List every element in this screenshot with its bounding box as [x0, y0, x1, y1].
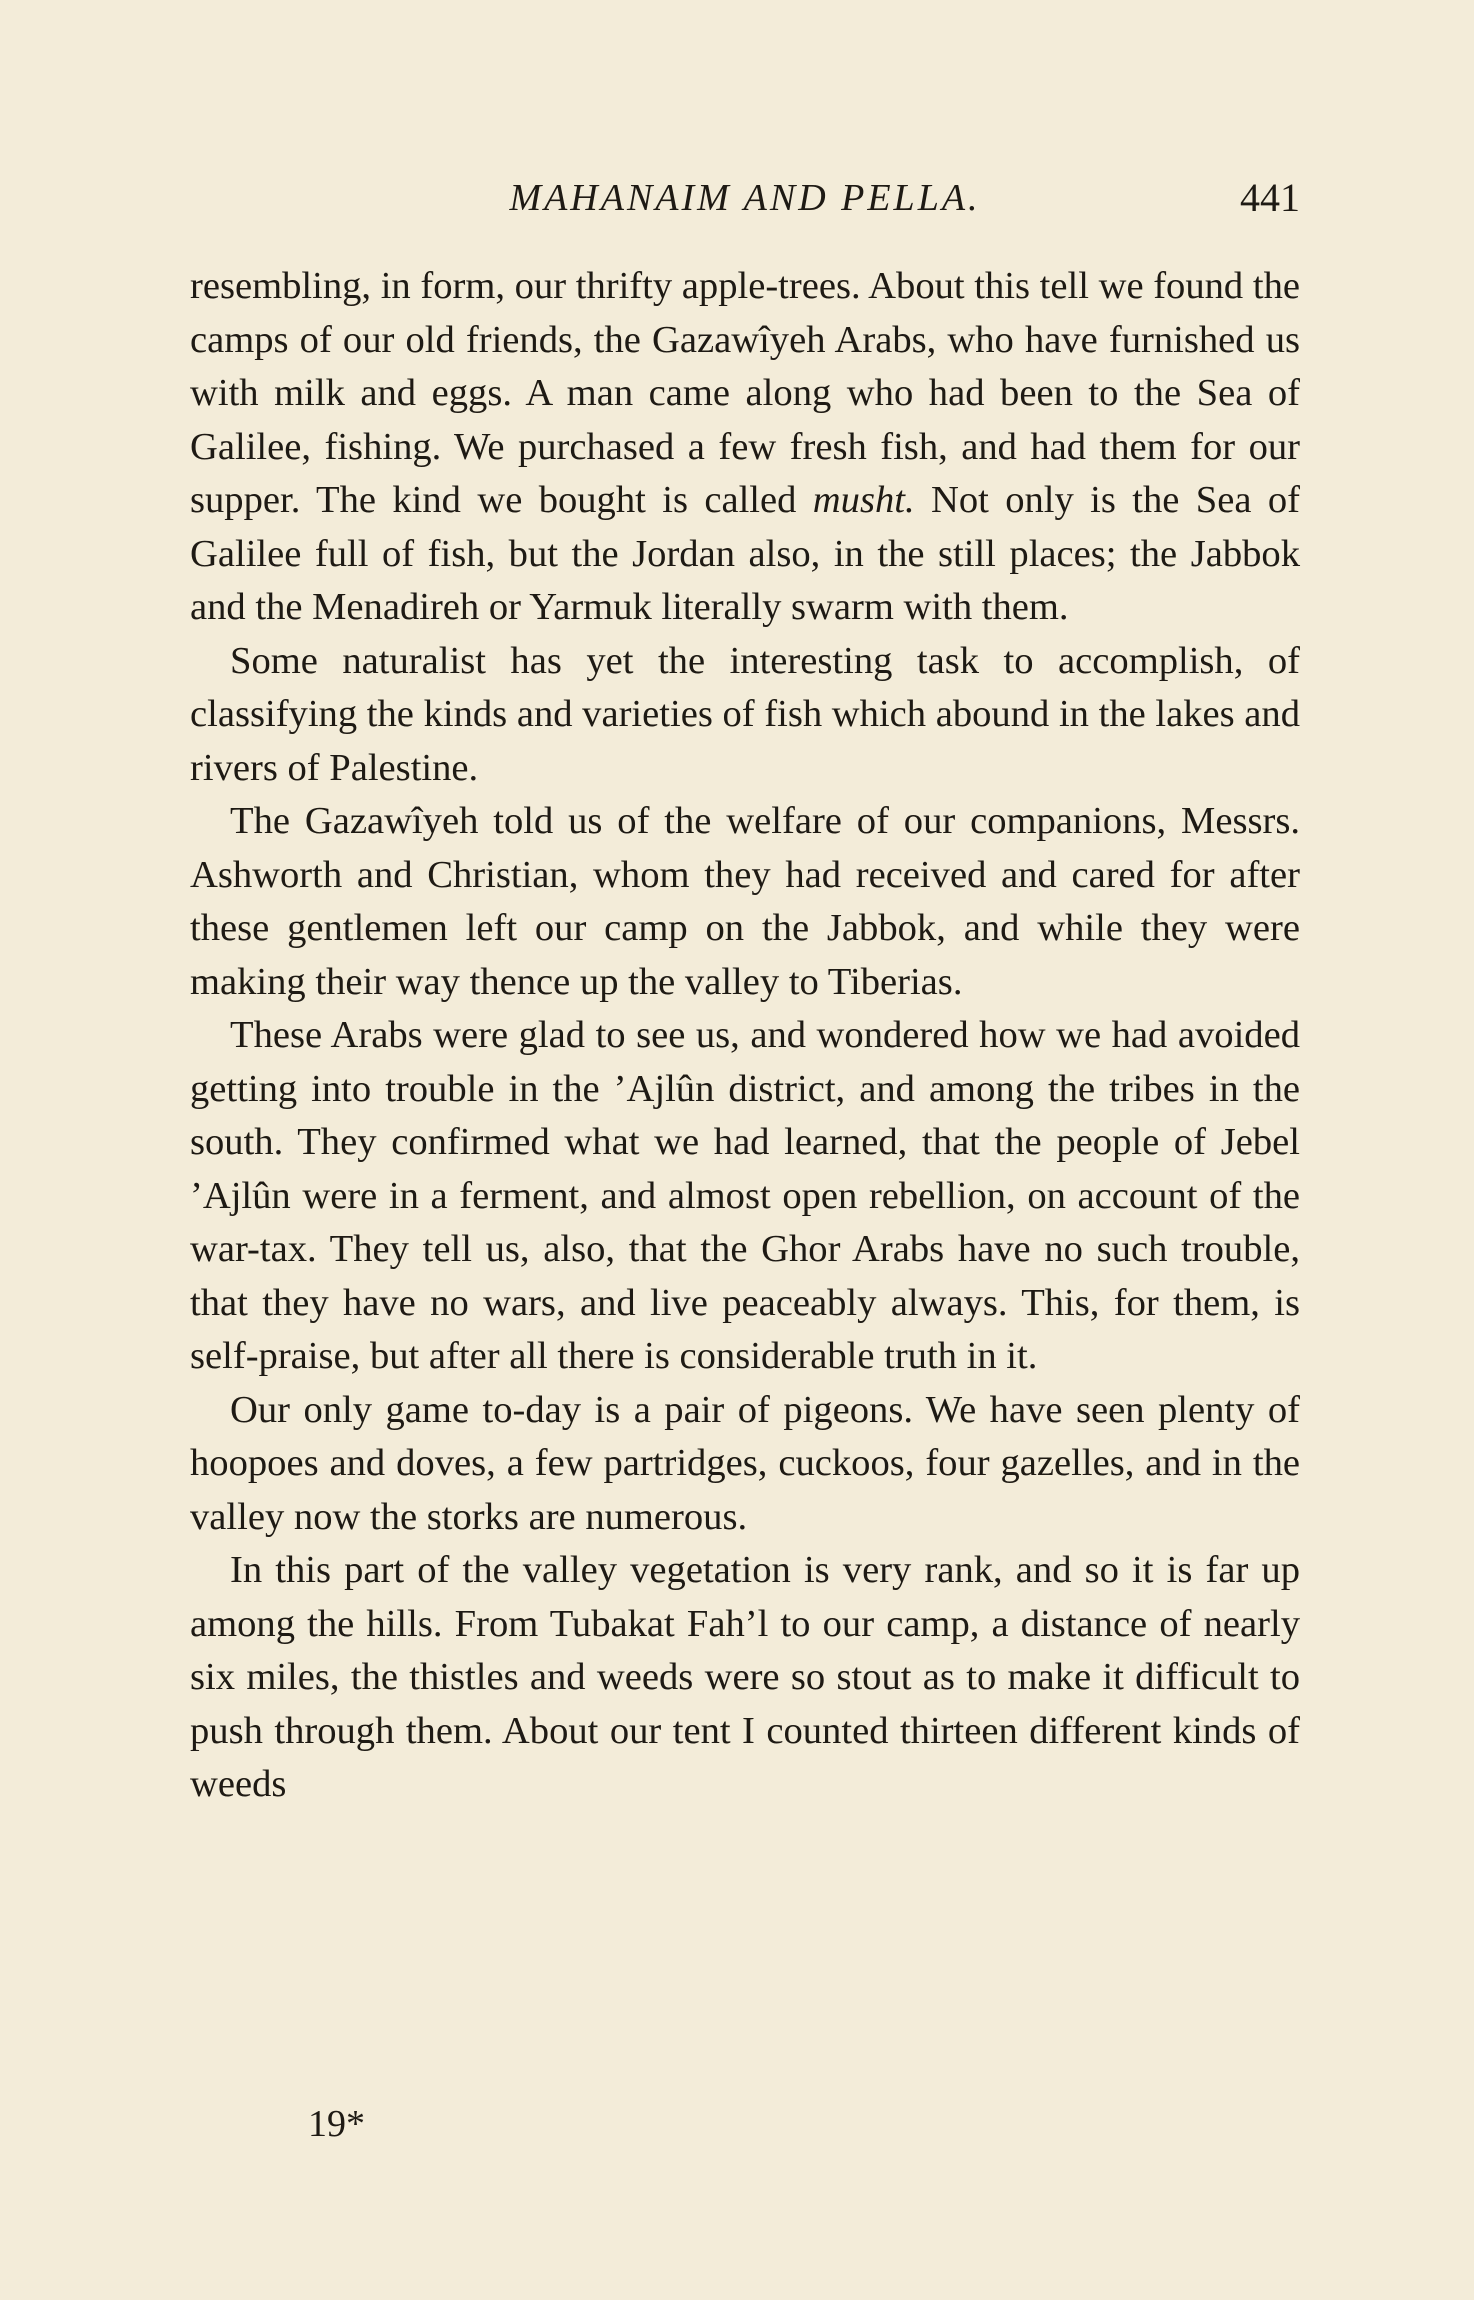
paragraph — [190, 1009, 1300, 1384]
paragraph — [190, 635, 1300, 796]
emphasized-word: musht. — [812, 479, 915, 521]
page-header — [190, 172, 1300, 232]
paragraph-text: These Arabs were glad to see us, and wondered how we had avoided getting into trouble in the ’Ajlûn district, and among the tribes in the south. They confirmed what we had learned, that the people of Jebel ’Ajlûn were in a ferment, and almost open rebellion, on account of the war-tax. They tell us, also, that the Ghor Arabs have no such trouble, that they have no wars, and live peaceably always. This, for them, is self-praise, but after all there is considerable truth in it. — [190, 1014, 1300, 1377]
page-number: 441 — [1240, 175, 1300, 220]
paragraph-text: The Gazawîyeh told us of the welfare of our companions, Messrs. Ashworth and Christian, whom they had received and cared for after these gentlemen left our camp on the Jabbok, and while they were making their way thence up the valley to Tiberias. — [190, 800, 1300, 1003]
paragraph — [190, 1384, 1300, 1545]
paragraph — [190, 260, 1300, 635]
paragraph-text: Not only is the Sea of Galilee full of fish, but the Jordan also, in the still places; the Jabbok and the Menadireh or Yarmuk literally swarm with them. — [190, 479, 1300, 628]
paragraph — [190, 795, 1300, 1009]
paragraph-text: Some naturalist has yet the interesting task to accomplish, of classifying the kinds and varieties of fish which abound in the lakes and rivers of Palestine. — [190, 639, 1300, 789]
paragraph-text: In this part of the valley vegetation is very rank, and so it is far up among the hills. From Tubakat Fah’l to our camp, a distance of nearly six miles, the thistles and weeds were so stout as to make it difficult to push through them. About our tent I counted thirteen different kinds of weeds — [190, 1549, 1300, 1805]
paragraph-text: resembling, in form, our thrifty apple-trees. About this tell we found the camps of our old friends, the Gazawîyeh Arabs, who have furnished us with milk and eggs. A man came along who had been to the Sea of Galilee, fishing. We purchased a few fresh fish, and had them for our supper. The kind we bought is called — [190, 265, 1300, 521]
body-text — [190, 260, 1300, 1812]
paragraph — [190, 1544, 1300, 1812]
signature-mark: 19* — [308, 2103, 365, 2145]
paragraph-text: Our only game to-day is a pair of pigeons. We have seen plenty of hoopoes and doves, a few partridges, cuckoos, four gazelles, and in the valley now the storks are numerous. — [190, 1388, 1300, 1538]
running-title: MAHANAIM AND PELLA. — [509, 177, 981, 219]
